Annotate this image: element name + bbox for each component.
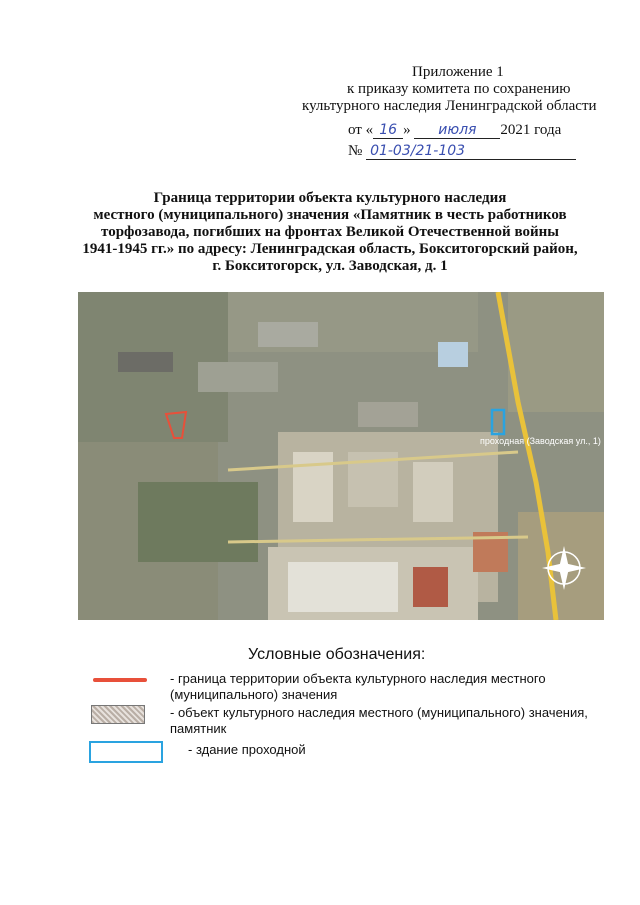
appendix-number: Приложение 1 [412,64,504,80]
map-drawing [78,292,604,620]
document-title [60,190,600,275]
number-value: 01-03/21-103 [366,143,576,160]
date-year: 2021 года [500,122,562,138]
legend-blue-rect-swatch [89,741,163,763]
date-day: 16 [373,122,403,139]
order-date [348,122,561,139]
title-line-1: Граница территории объекта культурного наследия [153,190,507,206]
title-line-4: 1941-1945 гг.» по адресу: Ленинградская область, Бокситогорский район, [82,241,578,257]
legend-item-boundary: - граница территории объекта культурного наследия местного (муниципального) значения [170,671,546,702]
title-line-2: местного (муниципального) значения «Памятник в честь работников [93,207,567,223]
satellite-map [78,292,604,620]
order-number [348,143,576,160]
date-prefix: от « [348,122,374,138]
legend-item-entrance: - здание проходной [188,742,306,757]
appendix-order-line: к приказу комитета по сохранению [347,81,571,97]
title-line-5: г. Бокситогорск, ул. Заводская, д. 1 [212,258,448,274]
date-mid: » [403,122,411,138]
title-line-3: торфозавода, погибших на фронтах Великой Отечественной войны [101,224,559,240]
legend-item-monument: - объект культурного наследия местного (муниципального) значения, памятник [170,705,588,736]
legend-red-line-swatch [93,678,147,682]
appendix-committee-line: культурного наследия Ленинградской области [302,98,597,114]
date-month: июля [414,122,500,139]
legend-hatched-swatch [91,705,145,724]
legend-title: Условные обозначения: [248,646,426,663]
number-prefix: № [348,143,363,159]
entrance-map-label: проходная (Заводская ул., 1) [480,436,601,446]
